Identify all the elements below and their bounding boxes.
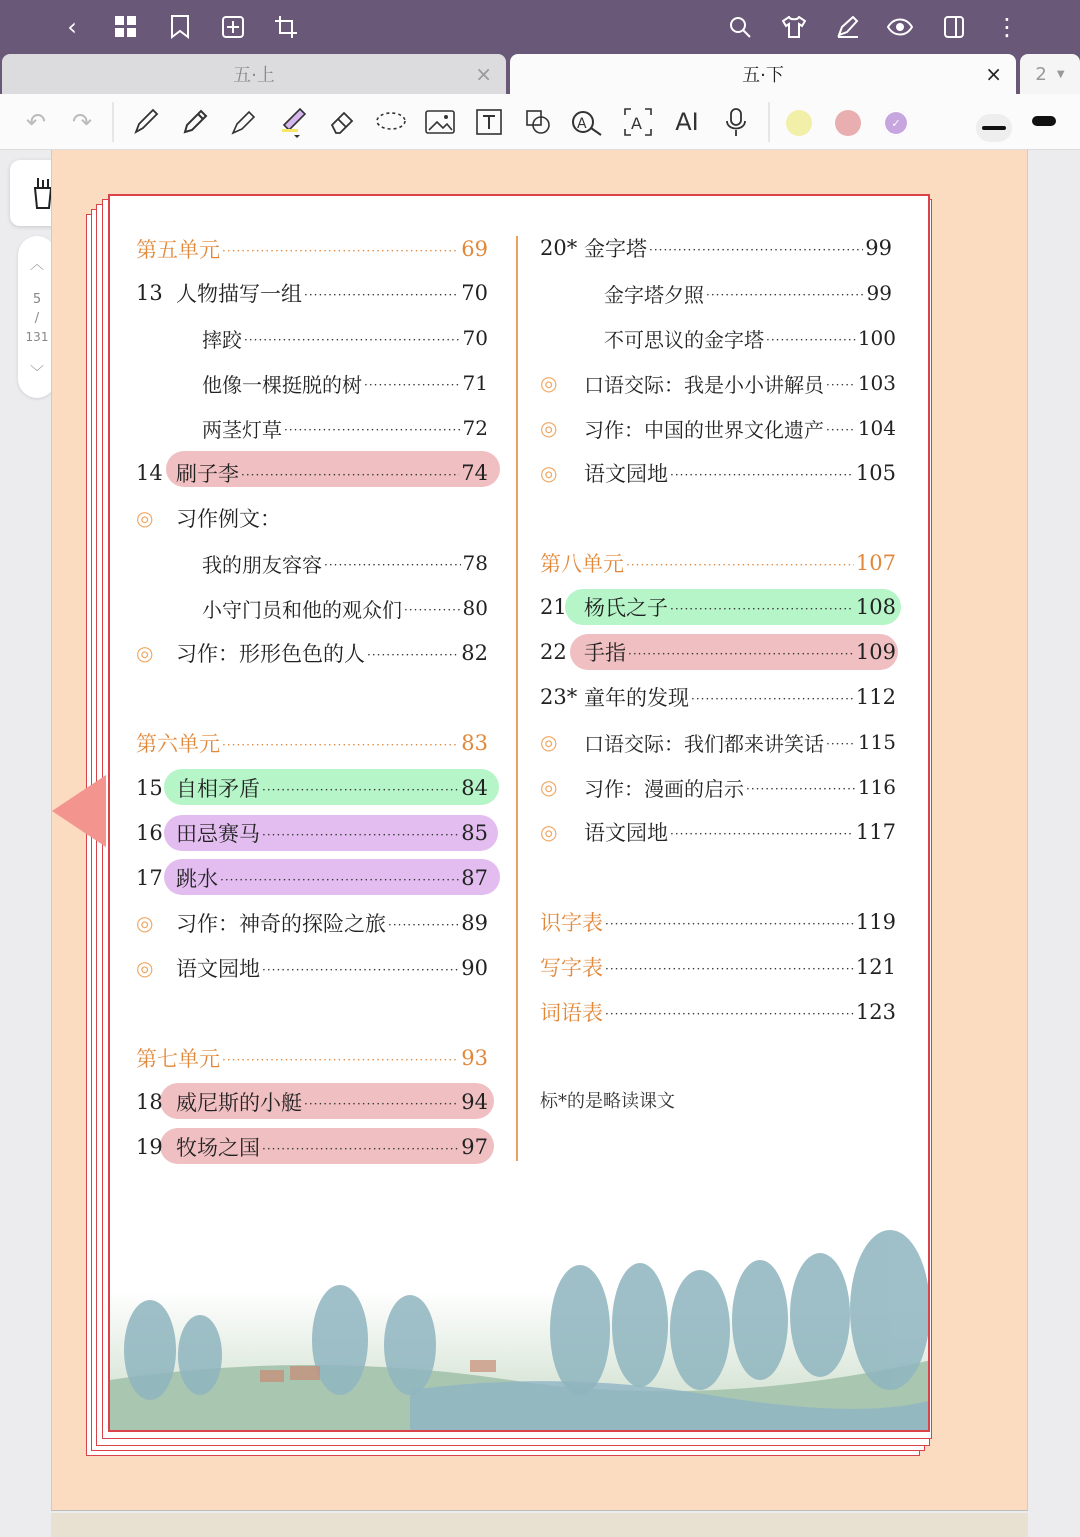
total-pages: 131 [25,330,49,344]
toc-entry[interactable] [202,318,488,358]
page-separator: / [34,311,40,326]
drawing-toolbar [0,94,1080,150]
toc-unit[interactable] [540,947,896,987]
toc-entry[interactable] [136,1127,488,1167]
toc-title: 手指 [584,641,626,665]
toc-title: 语文园地 [584,462,668,486]
toc-entry[interactable] [540,722,896,762]
toc-title: 两茎灯草 [202,417,282,442]
toc-entry[interactable] [540,228,892,268]
toc-entry[interactable] [540,767,896,807]
leader-dots [626,558,854,572]
bullet-icon: ◎ [540,775,558,799]
text-recognition-icon[interactable] [618,102,658,142]
toc-page: 104 [857,416,896,440]
toc-page: 100 [857,326,896,350]
leader-dots [766,333,856,347]
toc-page: 99 [866,281,892,305]
toc-unit[interactable] [136,229,488,269]
toc-entry[interactable] [136,948,488,988]
lesson-number: 14 [136,461,163,485]
toc-entry[interactable] [202,363,488,403]
toc-entry[interactable] [136,858,488,898]
bookmark-ribbon [52,775,106,847]
fountain-pen-icon[interactable] [126,102,166,142]
chevron-up-icon[interactable]: ︿ [30,257,44,273]
shapes-icon[interactable] [518,102,558,142]
leader-dots [826,737,856,751]
bullet-icon: ◎ [540,820,558,844]
toc-entry[interactable] [202,543,488,583]
toc-title: 童年的发现 [584,686,689,710]
ballpoint-pen-icon[interactable] [224,102,264,142]
toc-title: 金字塔 [584,237,647,261]
tab-count-label: 2 [1035,63,1047,85]
toc-entry[interactable] [136,1082,488,1122]
leader-dots [262,828,459,842]
bullet-icon: ◎ [136,911,154,935]
add-page-icon[interactable] [215,9,251,45]
toc-entry[interactable] [540,453,896,493]
toc-unit[interactable] [136,723,488,763]
leader-dots [746,782,856,796]
toc-title: 不可思议的金字塔 [604,327,764,352]
lesson-number: 20* [540,236,578,260]
toc-title: 跳水 [176,867,218,891]
bullet-icon: ◎ [540,730,558,754]
toc-title: 词语表 [540,1001,603,1025]
toc-page: 71 [462,371,488,395]
lesson-number: 18 [136,1090,163,1114]
pencil-icon[interactable] [175,102,215,142]
leader-dots [244,333,461,347]
stroke-thick[interactable] [1032,116,1056,126]
current-page: 5 [32,292,42,307]
leader-dots [284,423,461,437]
tab-wuxia[interactable] [510,54,1016,94]
toc-page: 99 [865,236,892,260]
toc-title: 写字表 [540,956,603,980]
toc-unit[interactable] [136,1038,488,1078]
toc-page: 103 [857,371,896,395]
toc-page: 107 [855,551,896,575]
toc-entry[interactable] [136,273,488,313]
divider [112,102,114,142]
lesson-number: 16 [136,821,163,845]
top-bar [0,0,1080,54]
toc-page: 82 [461,641,488,665]
toc-page: 90 [461,956,488,980]
column-divider [516,236,518,1161]
toc-title: 人物描写一组 [176,282,302,306]
divider [768,102,770,142]
toc-page: 108 [855,595,896,619]
toc-title: 杨氏之子 [584,596,668,620]
toc-title: 习作：形形色色的人 [176,642,365,666]
leader-dots [262,1142,459,1156]
eraser-icon[interactable] [322,102,362,142]
text-box-icon[interactable] [469,102,509,142]
grid-icon[interactable] [108,9,144,45]
toc-title: 自相矛盾 [176,777,260,801]
toc-page: 105 [855,461,896,485]
leader-dots [649,243,863,257]
toc-entry[interactable] [202,588,488,628]
leader-dots [367,648,459,662]
leader-dots [304,1097,459,1111]
toc-title: 牧场之国 [176,1136,260,1160]
toc-page: 78 [462,551,488,575]
toc-page: 72 [462,416,488,440]
toc-title: 田忌赛马 [176,822,260,846]
lesson-number: 17 [136,866,163,890]
chevron-down-icon[interactable]: ﹀ [30,365,44,381]
toc-title: 习作：中国的世界文化遗产 [584,417,824,442]
leader-dots [262,963,459,977]
lesson-number: 22 [540,640,567,664]
close-icon[interactable]: × [475,62,492,86]
toc-title: 习作例文： [176,507,281,531]
svg-text:A: A [631,114,642,133]
toc-page: 97 [461,1135,488,1159]
bullet-icon: ◎ [136,641,154,665]
search-icon[interactable] [722,9,758,45]
toc-page: 123 [855,1000,896,1024]
leader-dots [670,468,854,482]
toc-title: 第七单元 [136,1047,220,1071]
leader-dots [605,917,854,931]
landscape-illustration [110,1230,930,1430]
bullet-icon: ◎ [540,416,558,440]
toc-page: 94 [461,1090,488,1114]
toc-title: 第六单元 [136,732,220,756]
toc-entry[interactable] [136,498,488,538]
toc-page: 93 [461,1046,488,1070]
toc-page: 116 [857,775,896,799]
leader-dots [388,918,459,932]
image-icon[interactable] [420,102,460,142]
leader-dots [222,1053,459,1067]
toc-entry[interactable] [540,587,896,627]
pen-edit-icon[interactable] [830,9,866,45]
toc-title: 他像一棵挺脱的树 [202,372,362,397]
toc-entry[interactable] [136,633,488,673]
toc-page: 85 [461,821,488,845]
tab-label: 五·上 [233,65,275,86]
back-icon[interactable]: ‹ [67,13,77,41]
toc-entry[interactable] [540,632,896,672]
toc-page: 70 [461,281,488,305]
tab-bar [0,54,1080,94]
toc-title: 摔跤 [202,327,242,352]
footnote-text: 标*的是略读课文 [540,1091,675,1112]
toc-entry[interactable] [540,408,896,448]
toc-page: 117 [855,820,896,844]
close-icon[interactable]: × [985,62,1002,86]
lesson-number: 23* [540,685,578,709]
toc-entry[interactable] [202,408,488,448]
toc-title: 口语交际：我们都来讲笑话 [584,731,824,756]
leader-dots [670,827,854,841]
tab-label: 五·下 [742,65,784,86]
leader-dots [364,378,461,392]
toc-title: 小守门员和他的观众们 [202,597,402,622]
bullet-icon: ◎ [136,956,154,980]
toc-page: 74 [461,461,488,485]
undo-icon[interactable]: ↶ [25,108,47,136]
microphone-icon[interactable] [716,102,756,142]
leader-dots [262,783,459,797]
toc-title: 金字塔夕照 [604,282,704,307]
svg-text:A: A [577,116,587,132]
bullet-icon: ◎ [540,371,558,395]
toc-page: 112 [855,685,896,709]
leader-dots [605,962,854,976]
toc-page: 84 [461,776,488,800]
ocr-icon[interactable] [568,102,608,142]
toc-title: 语文园地 [584,821,668,845]
toc-unit[interactable] [540,902,896,942]
lasso-icon[interactable] [371,102,411,142]
eye-icon[interactable] [882,9,918,45]
toc-page: 119 [855,910,896,934]
highlighter-icon[interactable] [273,102,313,142]
toc-title: 第八单元 [540,552,624,576]
toc-title: 我的朋友容容 [202,552,322,577]
toc-entry[interactable] [136,453,488,493]
toc-title: 识字表 [540,911,603,935]
lesson-number: 13 [136,281,163,305]
toc-title: 威尼斯的小艇 [176,1091,302,1115]
tab-wushang[interactable] [2,54,506,94]
leader-dots [670,602,854,616]
toc-unit[interactable] [540,992,896,1032]
toc-entry[interactable] [136,813,488,853]
footnote [540,1080,840,1120]
toc-page: 109 [855,640,896,664]
toc-page: 87 [461,866,488,890]
leader-dots [826,378,856,392]
toc-entry[interactable] [604,273,892,313]
leader-dots [691,692,854,706]
leader-dots [628,647,854,661]
lesson-number: 19 [136,1135,163,1159]
toc-entry[interactable] [540,363,896,403]
toc-title: 习作：漫画的启示 [584,776,744,801]
bullet-icon: ◎ [136,506,154,530]
toc-title: 口语交际：我是小小讲解员 [584,372,824,397]
bookmark-icon[interactable] [162,9,198,45]
color-swatch-pink[interactable] [835,110,861,136]
toc-unit[interactable] [540,543,896,583]
leader-dots [222,244,459,258]
toc-entry[interactable] [604,318,896,358]
leader-dots [304,288,459,302]
leader-dots [241,468,459,482]
next-page-preview [51,1513,1028,1537]
tab-count[interactable] [1020,54,1080,94]
leader-dots [222,738,459,752]
color-swatch-yellow[interactable] [786,110,812,136]
toc-title: 刷子李 [176,462,239,486]
shirt-icon[interactable] [776,9,812,45]
toc-entry[interactable] [540,812,896,852]
lesson-number: 21 [540,595,567,619]
bullet-icon: ◎ [540,461,558,485]
leader-dots [605,1007,854,1021]
toc-entry[interactable] [136,768,488,808]
leader-dots [324,558,461,572]
toc-page: 83 [461,731,488,755]
redo-icon[interactable]: ↷ [71,108,93,136]
toc-entry[interactable] [136,903,488,943]
sidebar-icon[interactable] [936,9,972,45]
crop-icon[interactable] [268,9,304,45]
toc-page: 70 [462,326,488,350]
leader-dots [826,423,856,437]
stroke-medium[interactable] [976,114,1012,142]
toc-title: 习作：神奇的探险之旅 [176,912,386,936]
toc-entry[interactable] [540,677,896,717]
toc-title: 语文园地 [176,957,260,981]
lesson-number: 15 [136,776,163,800]
ai-icon[interactable]: AI [675,108,699,136]
toc-page: 115 [857,730,896,754]
toc-page: 69 [461,237,488,261]
chevron-down-icon: ▼ [1056,68,1065,80]
more-icon[interactable]: ⋮ [995,13,1019,41]
leader-dots [404,603,461,617]
leader-dots [220,873,459,887]
toc-page: 89 [461,911,488,935]
leader-dots [706,288,865,302]
toc-page: 121 [855,955,896,979]
toc-page: 80 [462,596,488,620]
toc-title: 第五单元 [136,238,220,262]
color-swatch-purple[interactable]: ✓ [883,110,909,136]
